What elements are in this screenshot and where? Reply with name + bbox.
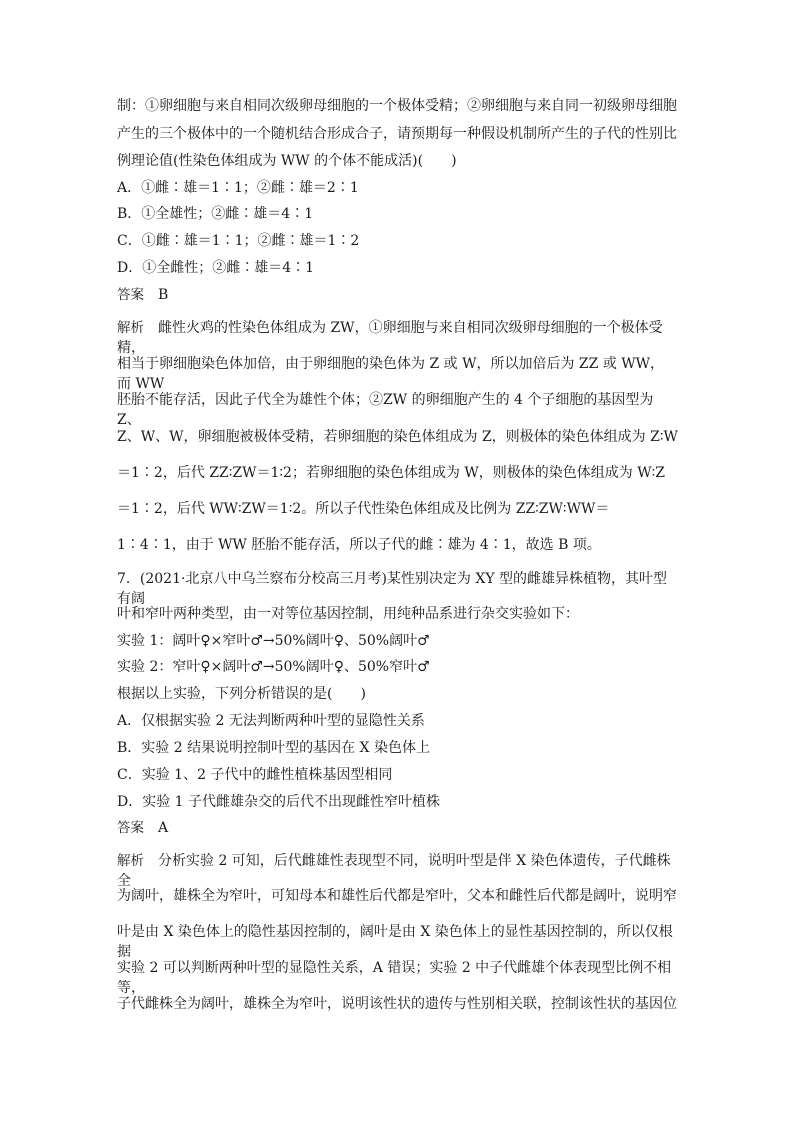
q6-option-c: C．①雌∶雄＝1∶1；②雌∶雄＝1∶2 [117,233,360,249]
q6-option-a: A．①雌∶雄＝1∶1；②雌∶雄＝2∶1 [117,180,359,196]
q6-analysis-line-4: Z、W、W，卵细胞被极体受精，若卵细胞的染色体组成为 Z，则极体的染色体组成为 Z∶W [117,429,678,445]
q6-stem-line-2: 产生的三个极体中的一个随机结合形成合子，请预期每一种假设机制所产生的子代的性别比 [117,126,677,142]
q6-stem-line-3: 例理论值(性染色体组成为 WW 的个体不能成活)( ) [117,153,457,169]
q7-analysis-label: 解析 [117,853,144,869]
q6-option-b: B．①全雄性；②雌∶雄＝4∶1 [117,206,314,222]
q7-option-c: C．实验 1、2 子代中的雌性植株基因型相同 [117,767,393,783]
q6-stem-line-1: 制：①卵细胞与来自相同次级卵母细胞的一个极体受精；②卵细胞与来自同一初级卵母细胞 [117,98,677,114]
q7-option-a: A．仅根据实验 2 无法判断两种叶型的显隐性关系 [117,713,425,729]
q6-analysis-label: 解析 [117,320,144,336]
q6-option-d: D．①全雌性；②雌∶雄＝4∶1 [117,260,315,276]
q7-analysis-line-3: 叶是由 X 染色体上的隐性基因控制的，阔叶是由 X 染色体上的显性基因控制的，所以仅根据 [117,924,673,960]
q7-experiment-2: 实验 2：窄叶♀×阔叶♂→50%阔叶♀、50%窄叶♂ [117,659,430,675]
q7-option-b: B．实验 2 结果说明控制叶型的基因在 X 染色体上 [117,740,430,756]
q7-analysis-line-4: 实验 2 可以判断两种叶型的显隐性关系，A 错误；实验 2 中子代雌雄个体表现型比例不相等， [117,960,672,996]
q7-experiment-1: 实验 1：阔叶♀×窄叶♂→50%阔叶♀、50%阔叶♂ [117,633,430,649]
q7-analysis-line-2: 为阔叶，雄株全为窄叶，可知母本和雄性后代都是窄叶，父本和雌性后代都是阔叶，说明窄 [117,888,677,904]
q6-analysis-line-5: ＝1∶2，后代 ZZ∶ZW＝1∶2；若卵细胞的染色体组成为 W，则极体的染色体组成为 W∶Z [117,465,665,481]
q6-answer-row [117,285,168,305]
q7-analysis-line-1: 解析 分析实验 2 可知，后代雌雄性表现型不同，说明叶型是伴 X 染色体遗传，子代雌株全 [117,853,671,889]
q6-analysis-line-2: 相当于卵细胞染色体加倍，由于卵细胞的染色体为 Z 或 W，所以加倍后为 ZZ 或 WW，而 WW [117,356,665,392]
q6-analysis-line-3: 胚胎不能存活，因此子代全为雄性个体；②ZW 的卵细胞产生的 4 个子细胞的基因型为 Z、 [117,392,654,428]
q7-stem-line-1: 7．(2021·北京八中乌兰察布分校高三月考)某性别决定为 XY 型的雌雄异株植物，其叶型有阔 [117,571,668,607]
q6-answer-label: 答案 [117,287,144,303]
q7-option-d: D．实验 1 子代雌雄杂交的后代不出现雌性窄叶植株 [117,794,441,810]
q7-answer-value: A [158,820,169,836]
q6-answer-value: B [158,287,169,303]
q7-answer-label: 答案 [117,820,144,836]
q6-analysis-line-6: ＝1∶2，后代 WW∶ZW＝1∶2。所以子代性染色体组成及比例为 ZZ∶ZW∶WW＝ [117,501,610,517]
q7-analysis-line-5: 子代雌株全为阔叶，雄株全为窄叶，说明该性状的遗传与性别相关联，控制该性状的基因位 [117,996,677,1012]
q6-analysis-line-1: 解析 雌性火鸡的性染色体组成为 ZW，①卵细胞与来自相同次级卵母细胞的一个极体受精， [117,320,663,356]
q7-answer-row [117,818,168,838]
q7-question: 根据以上实验，下列分析错误的是( ) [117,686,366,702]
q7-stem-line-2: 叶和窄叶两种类型，由一对等位基因控制，用纯种品系进行杂交实验如下： [117,606,579,622]
q6-analysis-line-7: 1∶4∶1，由于 WW 胚胎不能存活，所以子代的雌∶雄为 4∶1，故选 B 项。 [117,537,601,553]
